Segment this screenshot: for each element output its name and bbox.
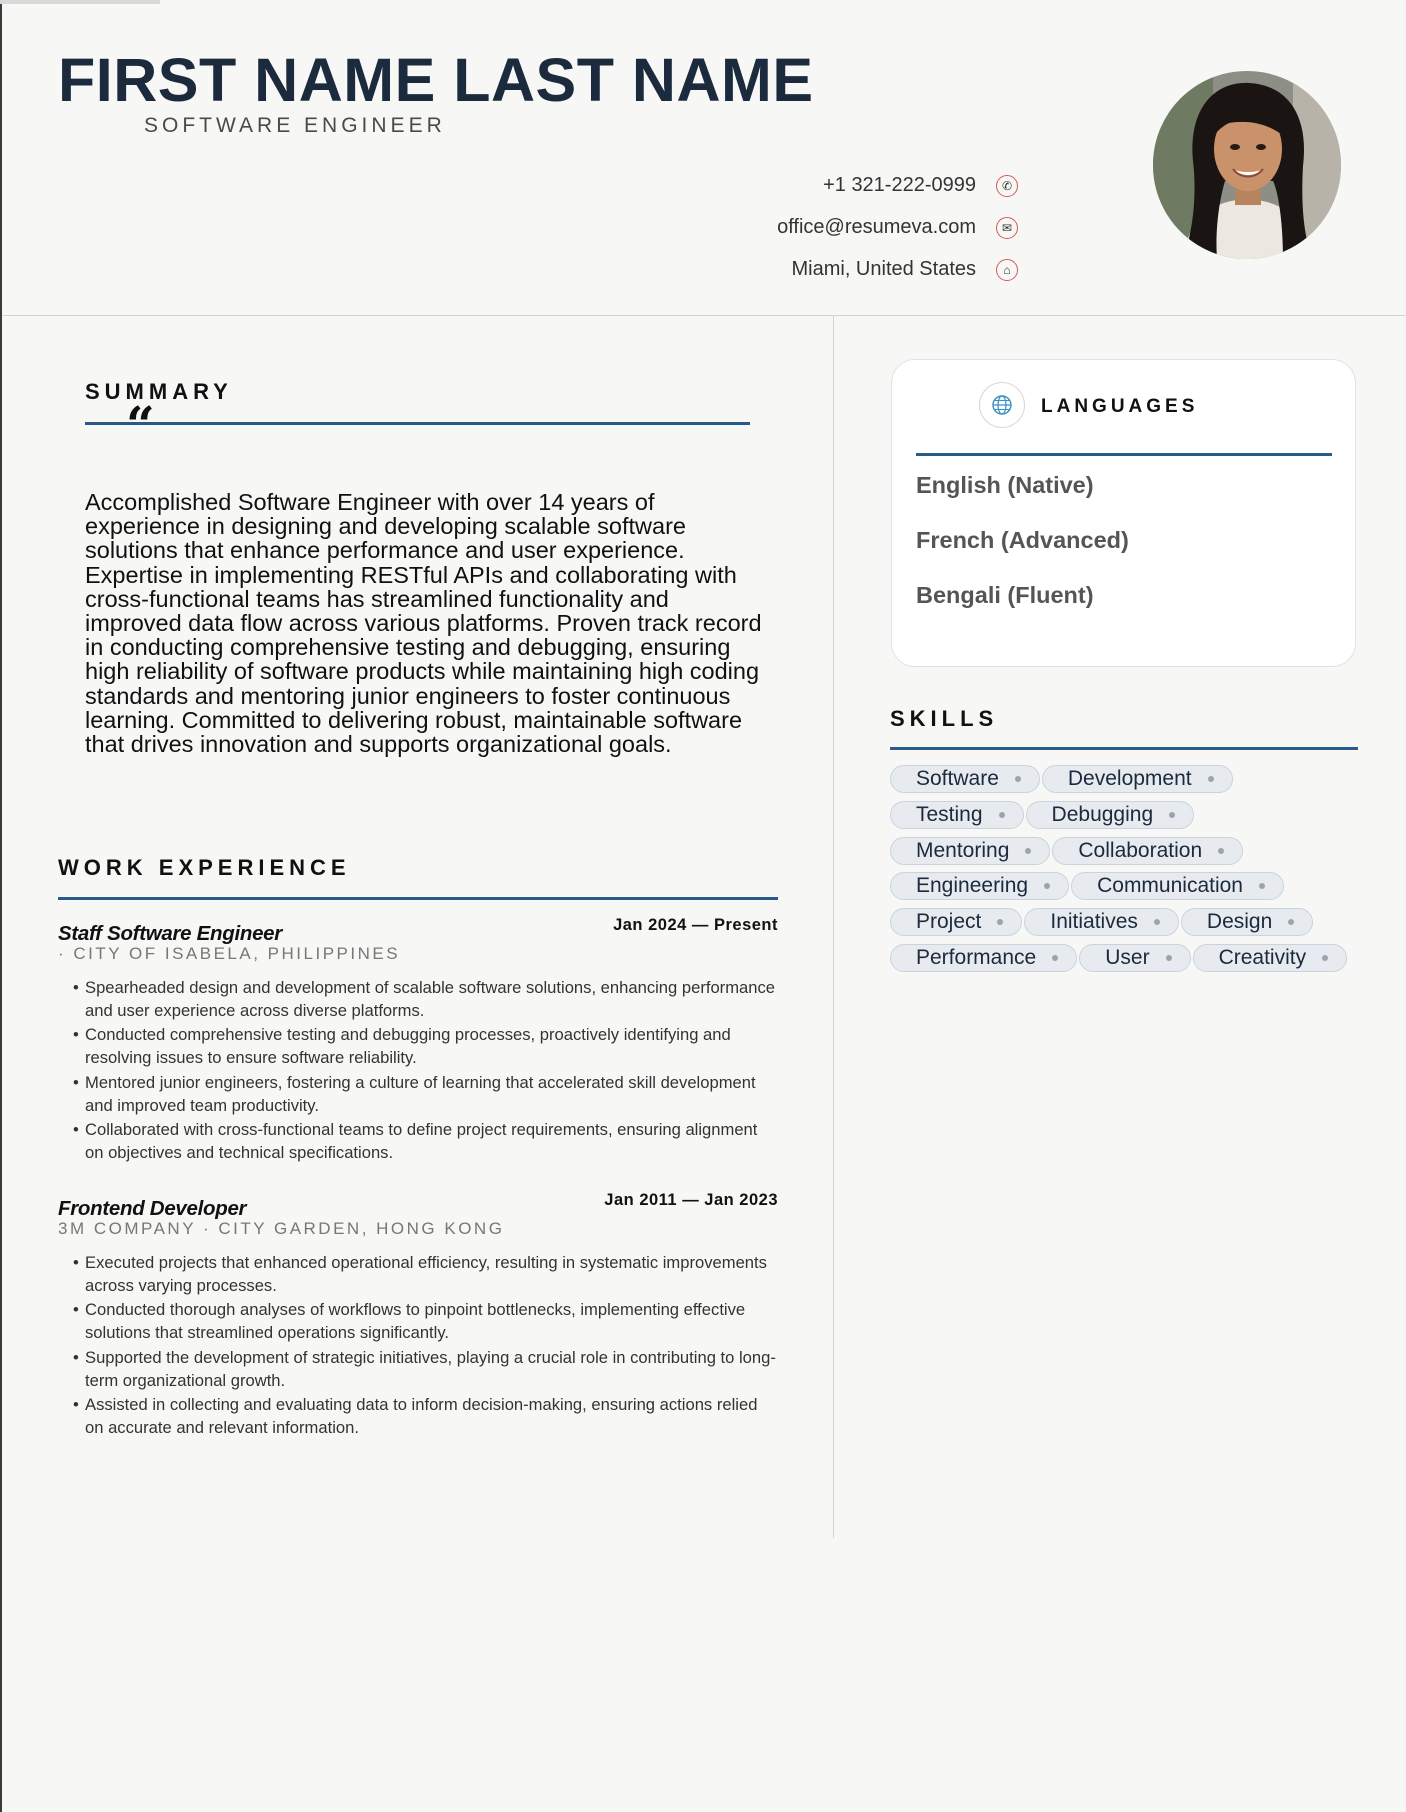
skill-label: Debugging [1051,802,1154,826]
envelope-icon: ✉ [996,217,1018,239]
contact-email[interactable] [777,216,1013,239]
email-text: office@resumeva.com [777,216,976,238]
skill-label: Testing [916,802,983,826]
job-company: · CITY OF ISABELA, PHILIPPINES [58,944,401,963]
skill-chip [1024,908,1179,936]
skill-label: Communication [1097,874,1243,898]
skills-heading: SKILLS [890,706,999,731]
skill-chip [1181,908,1313,936]
skill-chip [1026,801,1195,829]
job-bullet: • Conducted comprehensive testing and debugging processes, proactively identifying and resolving issues to ensure software reliability. [58,1023,778,1069]
portrait-illustration [1153,71,1341,259]
dot-icon [1259,883,1265,889]
job-bullet: • Supported the development of strategic initiatives, playing a crucial role in contributing to long-term organizational growth. [58,1346,778,1392]
job-bullet: • Conducted thorough analyses of workflows to pinpoint bottlenecks, implementing effective solutions that streamlined operations significantly. [58,1298,778,1344]
work-experience-rule [58,897,778,900]
candidate-title: SOFTWARE ENGINEER [144,114,446,137]
language-item: Bengali (Fluent) [916,582,1094,608]
candidate-name: FIRST NAME LAST NAME [58,46,814,114]
summary-text: Accomplished Software Engineer with over 14 years of experience in designing and developing scalable software solutions that enhance performance and user experience. Expertise in implementing RESTful APIs and collaborating with cross-functional teams has streamlined functionality and improved data flow across various platforms. Proven track record in conducting comprehensive testing and debugging, ensuring high reliability of software products while maintaining high coding standards and mentoring junior engineers to foster continuous learning. Committed to delivering robust, maintainable software that drives innovation and supports organizational goals. [85,489,762,758]
skill-row [890,765,1360,793]
skill-label: Creativity [1218,945,1307,969]
work-experience-heading: WORK EXPERIENCE [58,855,351,880]
dot-icon [997,919,1003,925]
summary-heading: SUMMARY [85,379,233,404]
dot-icon [1015,776,1021,782]
job-bullets [58,976,778,1166]
home-icon: ⌂ [996,259,1018,281]
page-left-border [0,0,2,1812]
job-bullet: • Mentored junior engineers, fostering a culture of learning that accelerated skill development and improved team productivity. [58,1071,778,1117]
skill-label: User [1105,945,1150,969]
job-bullets [58,1251,778,1441]
column-divider [833,316,834,1538]
skill-chip [1071,872,1284,900]
profile-photo [1153,71,1341,259]
skill-row [890,872,1360,900]
skill-chip [890,837,1050,865]
dot-icon [1025,848,1031,854]
skill-label: Performance [916,945,1037,969]
language-item: English (Native) [916,472,1094,498]
skill-label: Collaboration [1078,838,1203,862]
phone-icon: ✆ [996,175,1018,197]
job-title: Frontend Developer [58,1197,247,1220]
dot-icon [1322,955,1328,961]
top-mark [0,0,160,4]
quote-icon: “ [126,395,155,454]
skill-label: Project [916,910,982,934]
dot-icon [1208,776,1214,782]
dot-icon [1154,919,1160,925]
skill-label: Development [1067,767,1192,790]
dot-icon [999,812,1005,818]
job-bullet: • Collaborated with cross-functional teams to define project requirements, ensuring alignment on objectives and technical specifications. [58,1118,778,1164]
skill-row [890,801,1360,829]
job-dates: Jan 2024 — Present [613,916,778,934]
job-title: Staff Software Engineer [58,922,282,945]
header-divider [2,315,1406,316]
skill-label: Software [916,767,999,790]
skill-chip [1193,944,1348,972]
skills-list [890,765,1360,980]
skill-label: Engineering [916,874,1029,898]
contact-phone[interactable] [823,174,1013,197]
skills-rule [890,747,1358,750]
skill-row [890,944,1360,972]
job-bullet: • Executed projects that enhanced operational efficiency, resulting in systematic improvements across varying processes. [58,1251,778,1297]
dot-icon [1288,919,1294,925]
phone-text: +1 321-222-0999 [823,174,976,196]
languages-rule [916,453,1332,456]
skill-row [890,908,1360,936]
skill-chip [890,872,1069,900]
dot-icon [1052,955,1058,961]
skill-label: Initiatives [1050,910,1138,934]
contact-location [791,258,1011,281]
languages-heading: LANGUAGES [1041,396,1199,417]
skill-label: Design [1206,910,1273,934]
location-text: Miami, United States [791,258,976,280]
language-item: French (Advanced) [916,527,1129,553]
skill-chip [890,944,1077,972]
job-dates: Jan 2011 — Jan 2023 [604,1191,778,1209]
skill-chip [890,801,1024,829]
job-company: 3M COMPANY · CITY GARDEN, HONG KONG [58,1219,505,1238]
skill-label: Mentoring [916,838,1010,862]
dot-icon [1218,848,1224,854]
job-bullet: • Assisted in collecting and evaluating data to inform decision-making, ensuring actions relied on accurate and relevant information. [58,1393,778,1439]
globe-icon [979,382,1025,428]
dot-icon [1166,955,1172,961]
skill-chip [890,908,1022,936]
dot-icon [1169,812,1175,818]
skill-chip [1052,837,1243,865]
job-bullet: • Spearheaded design and development of scalable software solutions, enhancing performance and user experience across diverse platforms. [58,976,778,1022]
skill-row [890,837,1360,865]
skill-chip [1079,944,1190,972]
skill-chip [1042,765,1233,793]
skill-chip [890,765,1040,793]
summary-rule [85,422,750,425]
globe-glyph [991,394,1013,416]
dot-icon [1044,883,1050,889]
